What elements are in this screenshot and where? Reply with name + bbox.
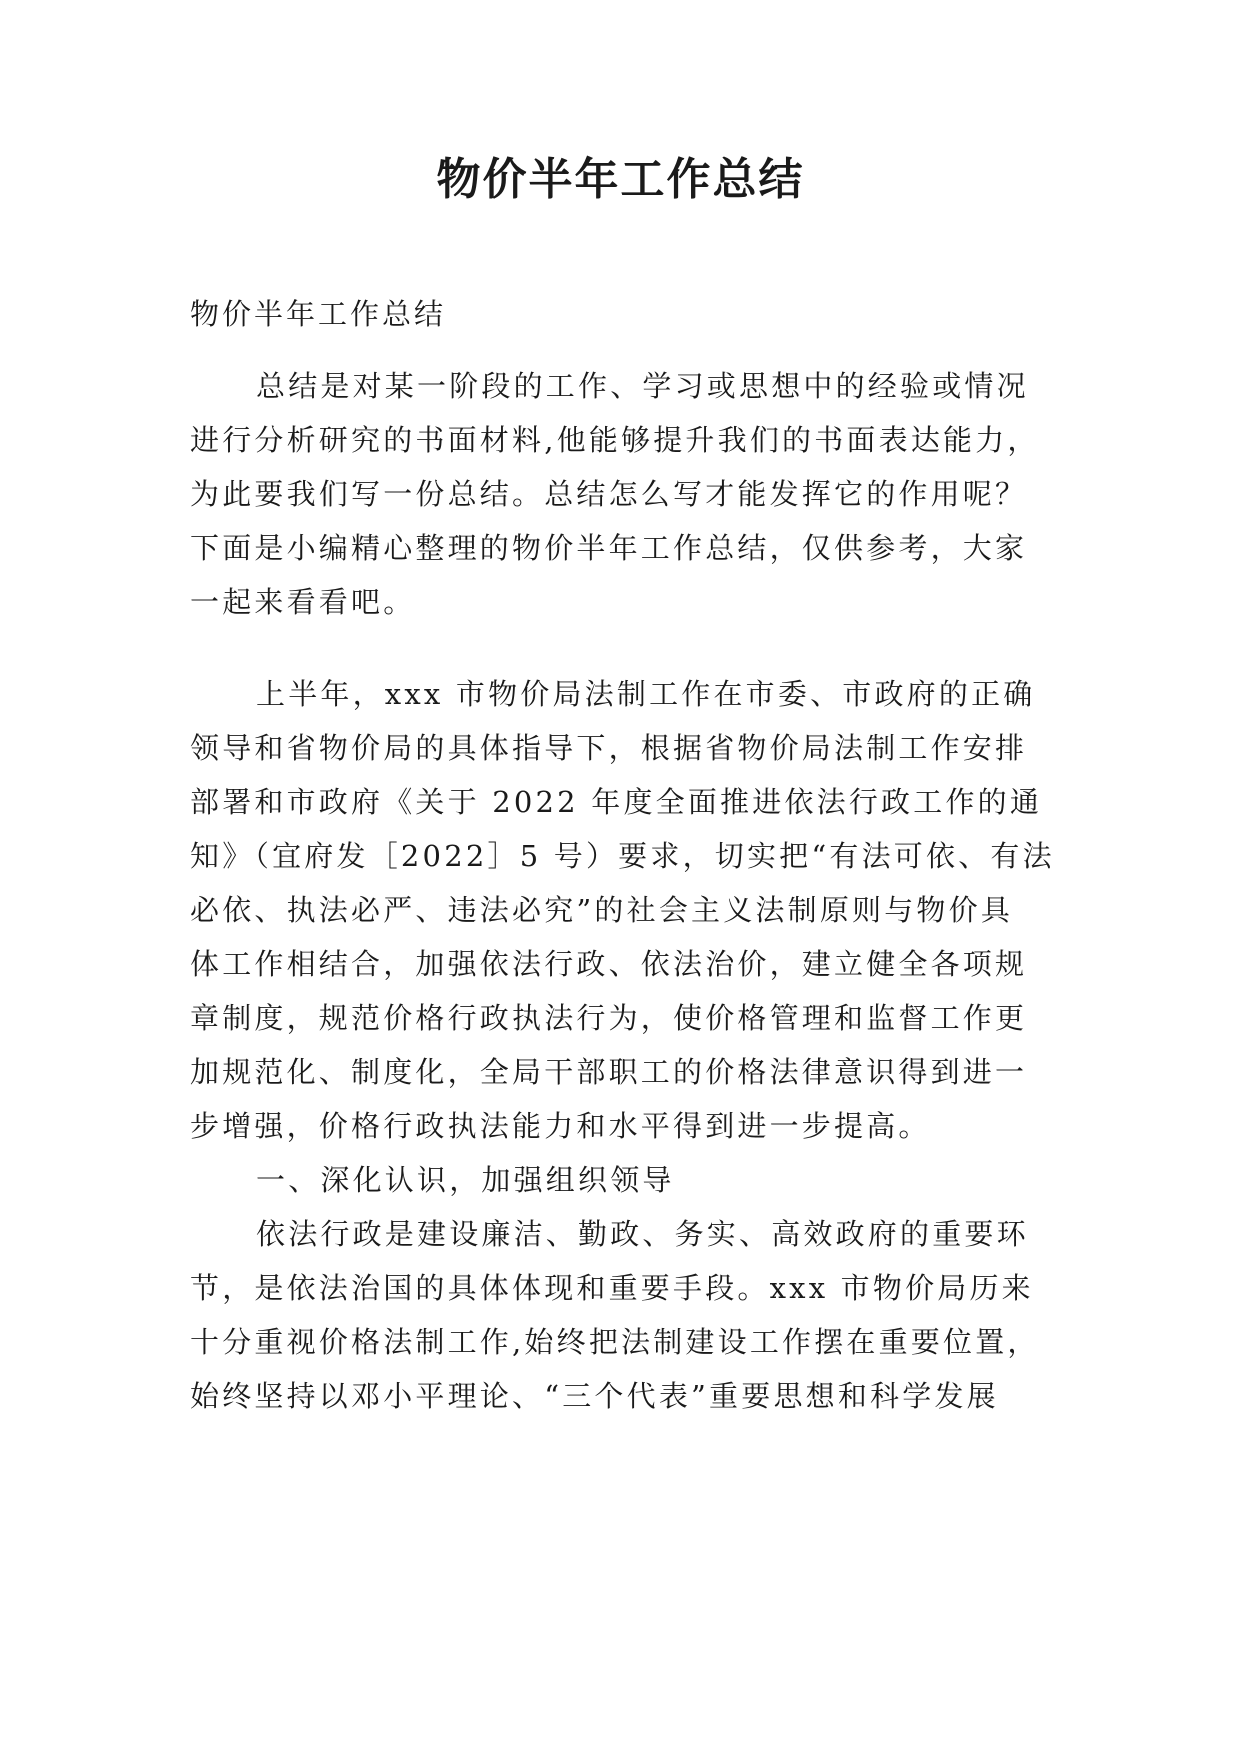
paragraph-line: 为此要我们写一份总结。总结怎么写才能发挥它的作用呢？ <box>190 477 1028 511</box>
paragraph-line: 知》（宜府发［2022］5 号）要求，切实把“有法可依、有法 <box>190 839 1055 873</box>
paragraph-line: 节，是依法治国的具体体现和重要手段。xxx 市物价局历来 <box>190 1271 1034 1305</box>
paragraph-line: 步增强，价格行政执法能力和水平得到进一步提高。 <box>190 1109 931 1143</box>
paragraph-line: 领导和省物价局的具体指导下，根据省物价局法制工作安排 <box>190 731 1028 765</box>
paragraph-line: 下面是小编精心整理的物价半年工作总结，仅供参考，大家 <box>190 531 1028 565</box>
paragraph-line: 总结是对某一阶段的工作、学习或思想中的经验或情况 <box>256 369 1029 403</box>
paragraph-line: 体工作相结合，加强依法行政、依法治价，建立健全各项规 <box>190 947 1028 981</box>
section-heading: 一、深化认识，加强组织领导 <box>256 1163 675 1197</box>
paragraph-line: 始终坚持以邓小平理论、“三个代表”重要思想和科学发展 <box>190 1379 999 1413</box>
paragraph-line: 依法行政是建设廉洁、勤政、务实、高效政府的重要环 <box>256 1217 1029 1251</box>
paragraph-line: 十分重视价格法制工作,始终把法制建设工作摆在重要位置， <box>190 1325 1040 1359</box>
document-subtitle: 物价半年工作总结 <box>190 297 447 331</box>
paragraph-line: 必依、执法必严、违法必究”的社会主义法制原则与物价具 <box>190 893 1014 927</box>
paragraph-line: 进行分析研究的书面材料,他能够提升我们的书面表达能力， <box>190 423 1040 457</box>
paragraph-line: 上半年，xxx 市物价局法制工作在市委、市政府的正确 <box>256 677 1036 711</box>
paragraph-line: 一起来看看吧。 <box>190 585 416 619</box>
paragraph-line: 部署和市政府《关于 2022 年度全面推进依法行政工作的通 <box>190 785 1043 819</box>
paragraph-line: 加规范化、制度化，全局干部职工的价格法律意识得到进一 <box>190 1055 1028 1089</box>
paragraph-line: 章制度，规范价格行政执法行为，使价格管理和监督工作更 <box>190 1001 1028 1035</box>
document-title: 物价半年工作总结 <box>436 154 805 205</box>
